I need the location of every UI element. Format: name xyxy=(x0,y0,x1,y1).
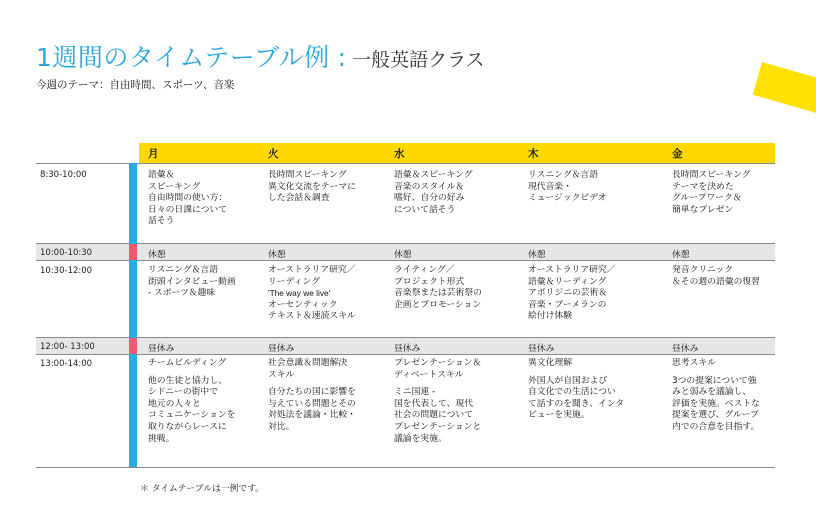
cell-slot2-fri xyxy=(672,265,760,288)
cell-slot3-fri xyxy=(672,358,760,434)
cell-line: コミュニケーションを xyxy=(148,410,236,421)
break-fri: 休憩 xyxy=(672,250,690,260)
cell-line: 3つの提案について強 xyxy=(672,375,757,386)
cell-line: ミュージックビデオ xyxy=(528,193,607,204)
lunch-thu: 昼休み xyxy=(528,344,555,354)
cell-line: 絵付け体験 xyxy=(528,311,572,322)
title-sub: 一般英語クラス xyxy=(352,49,485,71)
cell-line: 対比。 xyxy=(268,421,295,432)
break-marker xyxy=(129,244,137,260)
accent-bar xyxy=(129,260,137,338)
cell-line: グループワーク＆ xyxy=(672,193,742,204)
cell-line: 現代音楽・ xyxy=(528,181,572,192)
cell-line: プレゼンテーションと xyxy=(394,421,482,432)
cell-line: オーセンティック xyxy=(268,299,338,310)
cell-line: 社会の問題について xyxy=(394,410,473,421)
cell-line: 語彙＆ xyxy=(148,170,175,180)
time-slot-2: 10:30-12:00 xyxy=(40,266,93,276)
lunch-marker xyxy=(129,338,137,354)
cell-line: 取りながらレースに xyxy=(148,421,227,432)
cell-line: 音楽・ブーメランの xyxy=(528,299,607,310)
yellow-decoration xyxy=(753,62,816,114)
row-divider xyxy=(36,467,775,468)
cell-line: 自文化での生活につい xyxy=(528,387,616,398)
cell-slot1-thu xyxy=(528,170,607,205)
cell-line: 他の生徒と協力し、 xyxy=(148,375,228,386)
cell-line: リーディング xyxy=(268,276,320,287)
cell-line: リスニング＆言語 xyxy=(528,170,599,180)
cell-heading: 異文化理解 xyxy=(528,358,572,368)
cell-line: みと弱みを議論し、 xyxy=(672,387,752,398)
cell-line: 長時間スピーキング xyxy=(268,170,347,180)
page-title xyxy=(36,38,485,74)
cell-line: について話そう xyxy=(394,204,456,215)
cell-slot2-thu xyxy=(528,265,616,323)
day-thursday: 木 xyxy=(528,148,539,160)
footnote: ＊ タイムテーブルは一例です。 xyxy=(140,484,265,494)
row-divider xyxy=(36,354,775,355)
cell-line: テーマを決めた xyxy=(672,181,734,192)
cell-line: 内での合意を目指す。 xyxy=(672,421,760,432)
cell-slot1-wed xyxy=(394,170,473,216)
cell-line: 評価を実施。ベストな xyxy=(672,398,760,409)
cell-line: プロジェクト形式 xyxy=(394,276,465,287)
cell-line: - スポーツ＆趣味 xyxy=(148,288,216,299)
break-wed: 休憩 xyxy=(394,250,412,260)
cell-heading: 社会意識＆問題解決 xyxy=(268,358,348,368)
cell-line: 外国人が自国および xyxy=(528,375,608,386)
break-thu: 休憩 xyxy=(528,250,546,260)
cell-line: 与えている問題とその xyxy=(268,398,356,409)
cell-slot2-wed xyxy=(394,265,482,311)
cell-heading: スキル xyxy=(268,369,295,380)
accent-bar xyxy=(129,354,137,467)
cell-slot3-tue xyxy=(268,358,356,434)
cell-line: 挑戦。 xyxy=(148,433,175,444)
row-divider xyxy=(36,163,775,164)
cell-line: した会話＆調査 xyxy=(268,193,330,204)
lunch-fri: 昼休み xyxy=(672,344,699,354)
cell-line: 音楽のスタイル＆ xyxy=(394,181,465,192)
cell-line: て話すのを聞き、インタ xyxy=(528,398,625,409)
weekly-theme: 今週のテーマ：自由時間、スポーツ、音楽 xyxy=(36,79,235,91)
cell-line: テキスト＆速読スキル xyxy=(268,311,356,322)
row-divider xyxy=(36,260,775,261)
lunch-tue: 昼休み xyxy=(268,344,295,354)
cell-line: オーストラリア研究／ xyxy=(268,265,356,275)
cell-line: 簡単なプレゼン xyxy=(672,204,734,215)
cell-slot2-mon xyxy=(148,265,236,300)
title-main: 1週間のタイムテーブル例 xyxy=(36,43,330,72)
cell-line: 街頭インタビュー動画 xyxy=(148,276,236,287)
cell-line: シドニーの街中で xyxy=(148,387,219,398)
cell-heading: 思考スキル xyxy=(672,358,716,368)
cell-line: リスニング＆言語 xyxy=(148,265,219,275)
cell-line: 嗜好、自分の好み xyxy=(394,193,465,204)
lunch-wed: 昼休み xyxy=(394,344,421,354)
cell-line: 対処法を議論・比較・ xyxy=(268,410,356,421)
cell-line: 企画とプロモーション xyxy=(394,299,482,310)
day-wednesday: 水 xyxy=(394,148,405,160)
cell-slot1-tue xyxy=(268,170,356,205)
lunch-mon: 昼休み xyxy=(148,344,175,354)
cell-line: 語彙＆スピーキング xyxy=(394,170,473,180)
day-tuesday: 火 xyxy=(268,148,279,160)
cell-slot1-fri xyxy=(672,170,751,216)
cell-line: 国を代表して、現代 xyxy=(394,398,473,409)
cell-line: 語彙＆リーディング xyxy=(528,276,607,287)
cell-line: 地元の人々と xyxy=(148,398,201,409)
cell-line: スピーキング xyxy=(148,181,201,192)
cell-slot3-wed xyxy=(394,358,481,445)
cell-line: ＆その週の語彙の復習 xyxy=(672,276,760,287)
cell-line: ライティング／ xyxy=(394,265,455,275)
cell-line: アボリジニの芸術＆ xyxy=(528,288,608,299)
title-colon: : xyxy=(337,43,347,72)
day-monday: 月 xyxy=(148,148,159,160)
time-lunch: 12:00- 13:00 xyxy=(40,342,95,352)
accent-bar xyxy=(129,163,137,244)
row-divider xyxy=(36,337,775,338)
cell-line: 長時間スピーキング xyxy=(672,170,751,180)
cell-line: 音楽祭または芸術祭の xyxy=(394,288,482,299)
cell-slot3-mon xyxy=(148,358,235,445)
day-friday: 金 xyxy=(672,148,683,160)
cell-line: 発音クリニック xyxy=(672,265,734,275)
cell-line: ビューを実施。 xyxy=(528,410,590,421)
cell-line: 自由時間の使い方： xyxy=(148,193,228,204)
cell-heading: ディベートスキル xyxy=(394,369,464,380)
cell-slot2-tue xyxy=(268,265,356,323)
cell-line: 議論を実施。 xyxy=(394,433,447,444)
break-mon: 休憩 xyxy=(148,250,166,260)
cell-heading: チームビルディング xyxy=(148,358,227,368)
cell-slot1-mon xyxy=(148,170,227,228)
cell-line: 話そう xyxy=(148,216,175,227)
cell-line: 日々の日課について xyxy=(148,204,227,215)
time-break: 10:00-10:30 xyxy=(40,248,93,258)
cell-line: 自分たちの国に影響を xyxy=(268,387,356,398)
cell-line: オーストラリア研究／ xyxy=(528,265,616,275)
cell-line: 提案を選び、グループ xyxy=(672,410,759,421)
cell-line: 異文化交流をテーマに xyxy=(268,181,356,192)
cell-line: 'The way we live' xyxy=(268,288,331,299)
time-slot-1: 8:30-10:00 xyxy=(40,170,87,180)
time-slot-3: 13:00-14:00 xyxy=(40,359,93,369)
row-divider xyxy=(36,243,775,244)
break-tue: 休憩 xyxy=(268,250,286,260)
cell-heading: プレゼンテーション＆ xyxy=(394,358,482,368)
cell-line: ミニ国連 - xyxy=(394,387,436,398)
cell-slot3-thu xyxy=(528,358,624,422)
